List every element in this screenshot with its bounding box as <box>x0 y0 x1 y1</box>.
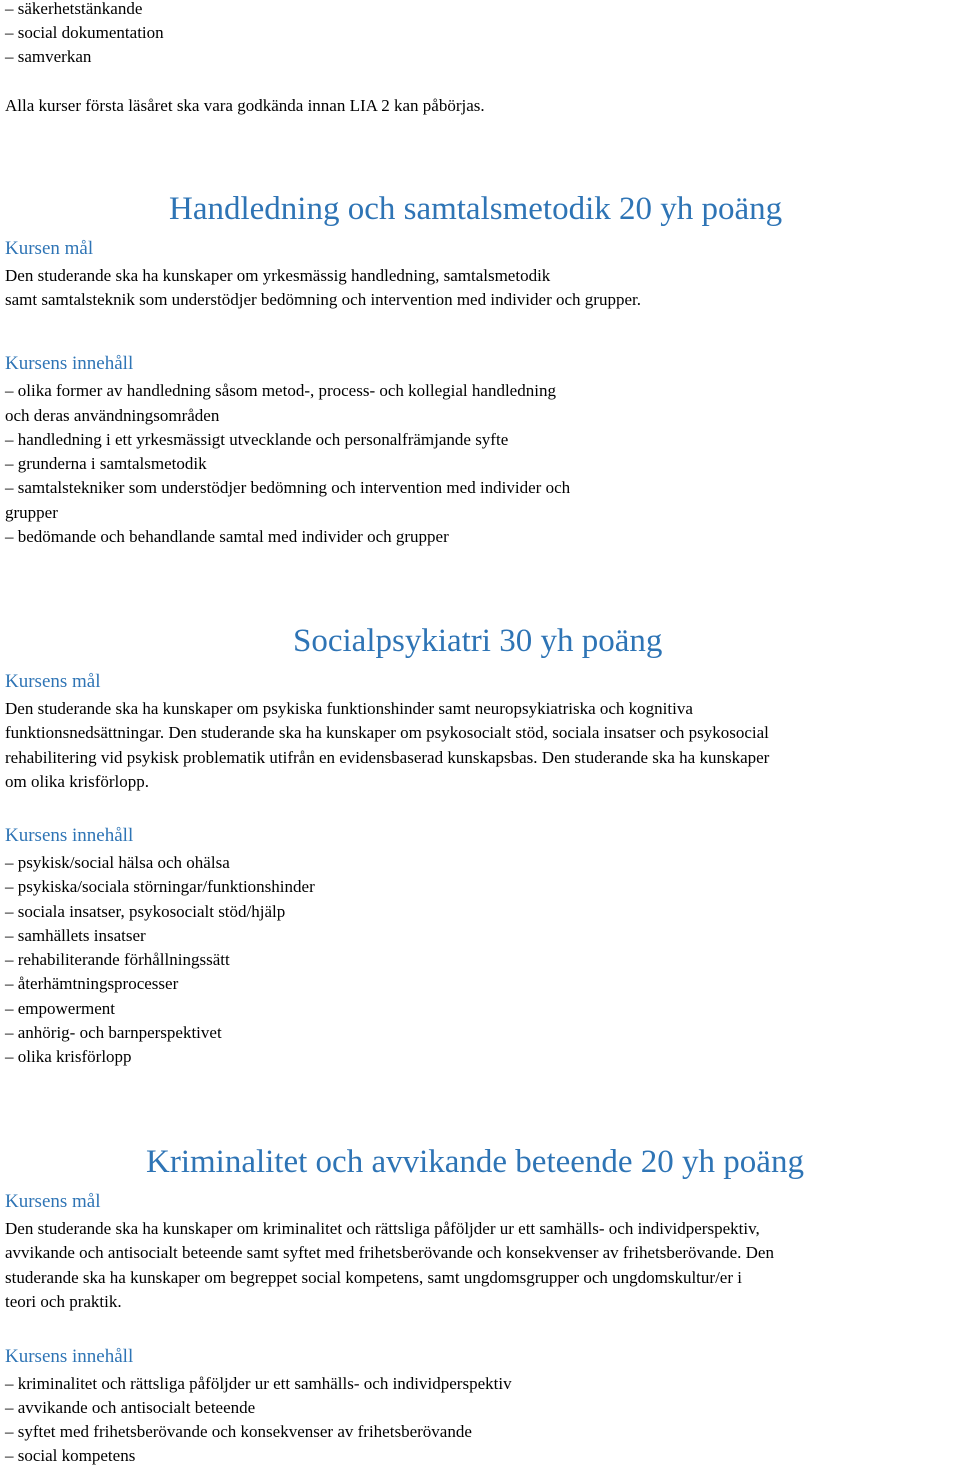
course-title: Handledning och samtalsmetodik 20 yh poäng <box>169 191 783 227</box>
content-line: – syftet med frihetsberövande och konsekvenser av frihetsberövande <box>5 1422 472 1441</box>
goal-line: om olika krisförlopp. <box>5 772 150 791</box>
content-line: – psykiska/sociala störningar/funktionshinder <box>5 877 315 896</box>
goal-heading: Kursens mål <box>5 671 101 692</box>
content-heading: Kursens innehåll <box>5 1346 134 1367</box>
intro-bullet: – social dokumentation <box>5 23 164 42</box>
goal-line: funktionsnedsättningar. Den studerande ska ha kunskaper om psykosocialt stöd, sociala insatser och psykosocial <box>5 723 769 742</box>
goal-line: avvikande och antisocialt beteende samt syftet med frihetsberövande och konsekvenser av frihetsberövande. Den <box>5 1243 774 1262</box>
intro-bullet: – samverkan <box>5 47 92 66</box>
intro-bullet: – säkerhetstänkande <box>5 0 143 18</box>
content-line: – sociala insatser, psykosocialt stöd/hjälp <box>5 902 286 921</box>
goal-line: Den studerande ska ha kunskaper om yrkesmässig handledning, samtalsmetodik <box>5 266 551 285</box>
goal-heading: Kursen mål <box>5 238 94 259</box>
goal-line: studerande ska ha kunskaper om begreppet social kompetens, samt ungdomsgrupper och ungdomskultur/er i <box>5 1268 742 1287</box>
content-line: – social kompetens <box>5 1446 136 1465</box>
goal-line: Den studerande ska ha kunskaper om psykiska funktionshinder samt neuropsykiatriska och kognitiva <box>5 699 693 718</box>
intro-note: Alla kurser första läsåret ska vara godkända innan LIA 2 kan påbörjas. <box>5 96 485 115</box>
content-line: – avvikande och antisocialt beteende <box>5 1398 256 1417</box>
content-line: – psykisk/social hälsa och ohälsa <box>5 853 230 872</box>
goal-line: rehabilitering vid psykisk problematik utifrån en evidensbaserad kunskapsbas. Den studerande ska ha kunskaper <box>5 748 770 767</box>
content-line: – anhörig- och barnperspektivet <box>5 1023 222 1042</box>
goal-heading: Kursens mål <box>5 1191 101 1212</box>
content-line: – rehabiliterande förhållningssätt <box>5 950 230 969</box>
course-title: Kriminalitet och avvikande beteende 20 yh poäng <box>146 1144 804 1180</box>
content-line: – empowerment <box>5 999 115 1018</box>
goal-line: Den studerande ska ha kunskaper om kriminalitet och rättsliga påföljder ur ett samhälls- och individperspektiv, <box>5 1219 760 1238</box>
content-line: – grunderna i samtalsmetodik <box>5 454 207 473</box>
content-line: – handledning i ett yrkesmässigt utvecklande och personalfrämjande syfte <box>5 430 509 449</box>
content-line: och deras användningsområden <box>5 406 220 425</box>
content-line: – kriminalitet och rättsliga påföljder ur ett samhälls- och individperspektiv <box>5 1374 512 1393</box>
content-line: – olika former av handledning såsom metod-, process- och kollegial handledning <box>5 381 556 400</box>
content-line: – bedömande och behandlande samtal med individer och grupper <box>5 527 449 546</box>
content-line: – olika krisförlopp <box>5 1047 132 1066</box>
content-line: – återhämtningsprocesser <box>5 974 179 993</box>
goal-line: samt samtalsteknik som understödjer bedömning och intervention med individer och grupper. <box>5 290 641 309</box>
goal-line: teori och praktik. <box>5 1292 122 1311</box>
course-title: Socialpsykiatri 30 yh poäng <box>293 623 663 659</box>
content-line: grupper <box>5 503 58 522</box>
content-line: – samtalstekniker som understödjer bedömning och intervention med individer och <box>5 478 571 497</box>
content-line: – samhällets insatser <box>5 926 146 945</box>
content-heading: Kursens innehåll <box>5 353 134 374</box>
content-heading: Kursens innehåll <box>5 825 134 846</box>
